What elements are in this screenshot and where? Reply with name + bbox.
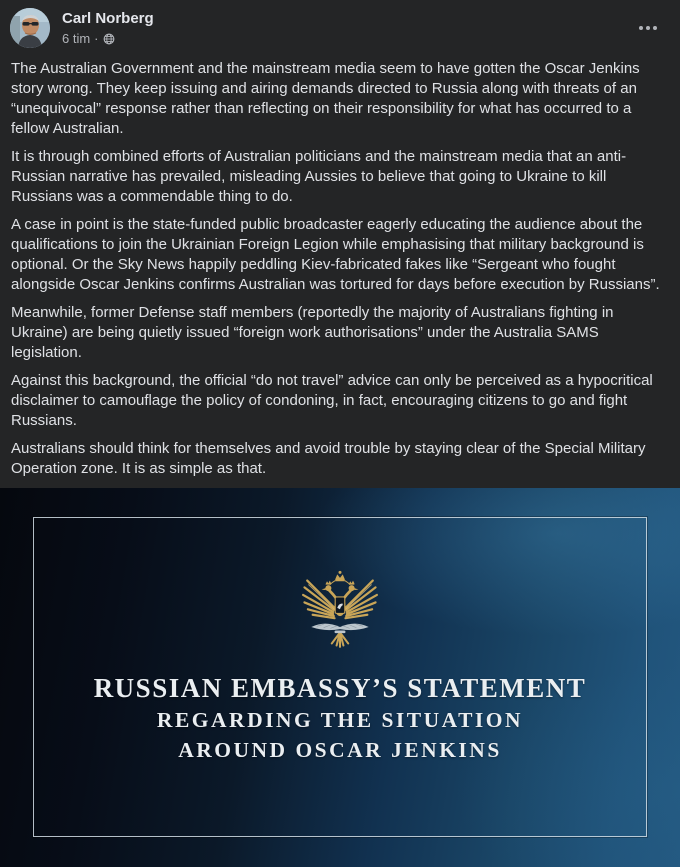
avatar-photo	[10, 8, 50, 48]
post-paragraph: Meanwhile, former Defense staff members (reportedly the majority of Australians fighting in Ukraine) are being quietly issued “foreign work authorisations” under the Australia SAMS legislation.	[11, 304, 614, 361]
image-title-line3: AROUND OSCAR JENKINS	[178, 738, 502, 762]
image-title	[0, 671, 680, 765]
author-name[interactable]: Carl Norberg	[62, 10, 154, 27]
ellipsis-icon	[639, 26, 657, 30]
image-title-line1: RUSSIAN EMBASSY’S STATEMENT	[93, 673, 587, 703]
post-timestamp[interactable]: 6 tim	[62, 31, 91, 46]
post-header	[0, 0, 680, 48]
post-paragraph: It is through combined efforts of Australian politicians and the mainstream media that an anti-Russian narrative has prevailed, misleading Aussies to believe that going to Ukraine to kill Russians was a commendable thing to do.	[11, 148, 627, 205]
russian-mfa-emblem-icon	[299, 564, 381, 660]
avatar[interactable]	[10, 8, 50, 48]
meta-separator: ·	[94, 31, 99, 46]
post-paragraph: Against this background, the official “do not travel” advice can only be perceived as a hypocritical disclaimer to camouflage the policy of condoning, in fact, encouraging citizens to go and fight Russians.	[11, 372, 653, 429]
image-title-line2: REGARDING THE SITUATION	[156, 708, 524, 732]
post-text	[0, 48, 680, 488]
header-info	[62, 8, 664, 47]
post-meta	[62, 31, 664, 47]
more-options-button[interactable]	[632, 16, 664, 40]
post-paragraph: The Australian Government and the mainstream media seem to have gotten the Oscar Jenkins story wrong. They keep issuing and airing demands directed to Russia along with threats of an “unequivocal” response rather than reflecting on their responsibility for what has occurred to a fellow Australian.	[11, 60, 640, 137]
post-attached-image[interactable]	[0, 488, 680, 867]
globe-public-icon	[103, 33, 115, 45]
post-paragraph: Australians should think for themselves and avoid trouble by staying clear of the Special Military Operation zone. It is as simple as that.	[11, 440, 646, 477]
post-paragraph: A case in point is the state-funded public broadcaster eagerly educating the audience about the qualifications to join the Ukrainian Foreign Legion while emphasising that military background is optional. Or the Sky News happily peddling Kiev-fabricated fakes like “Sergeant who fought alongside Oscar Jenkins confirms Australian was tortured for days before execution by Russians”.	[11, 216, 660, 293]
